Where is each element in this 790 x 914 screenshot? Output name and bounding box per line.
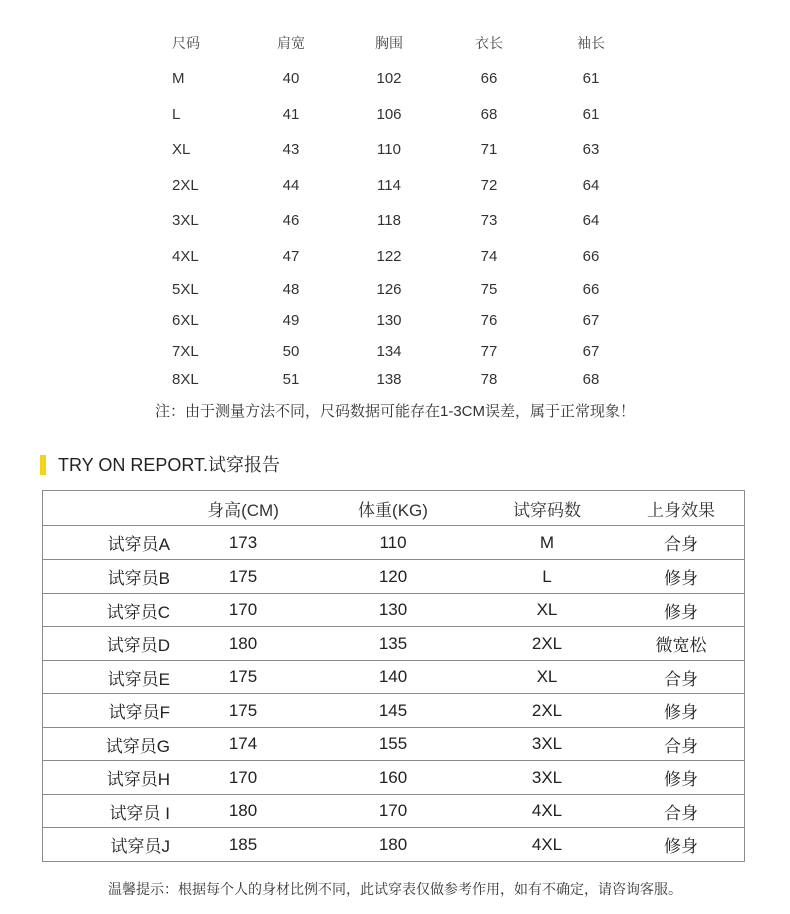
- sleeve-cell: 68: [582, 371, 600, 388]
- length-cell: 74: [480, 248, 498, 265]
- sleeve-cell: 67: [582, 312, 600, 329]
- size-cell: 4XL: [531, 801, 563, 820]
- header-length: 衣长: [475, 35, 503, 51]
- weight-cell: 135: [378, 633, 408, 653]
- try-on-table: [42, 490, 745, 862]
- header-weight: 体重(KG): [358, 500, 428, 520]
- length-cell: 78: [480, 371, 498, 388]
- report-title: TRY ON REPORT.试穿报告: [58, 455, 281, 475]
- measurement-note: 注：由于测量方法不同，尺码数据可能存在1-3CM误差，属于正常现象！: [154, 403, 635, 420]
- tester-name: 试穿员F: [108, 703, 170, 722]
- height-cell: 173: [228, 532, 258, 552]
- tester-name: 试穿员A: [107, 535, 170, 554]
- shoulder-cell: 49: [282, 312, 300, 329]
- shoulder-cell: 40: [282, 70, 300, 87]
- shoulder-cell: 41: [282, 106, 300, 123]
- size-cell: 7XL: [172, 343, 199, 360]
- fit-cell: 修身: [664, 837, 698, 856]
- shoulder-cell: 48: [282, 281, 300, 298]
- size-cell: 4XL: [531, 834, 563, 854]
- sleeve-cell: 61: [582, 106, 600, 123]
- sleeve-cell: 67: [582, 343, 600, 360]
- shoulder-cell: 44: [282, 177, 300, 194]
- size-cell: 5XL: [172, 281, 199, 298]
- sleeve-cell: 61: [582, 70, 600, 87]
- size-row: [0, 209, 790, 233]
- size-row: [0, 368, 790, 392]
- size-cell: 4XL: [172, 248, 199, 265]
- sleeve-cell: 64: [582, 177, 600, 194]
- tester-name: 试穿员H: [106, 770, 170, 789]
- chest-cell: 134: [376, 343, 402, 360]
- weight-cell: 120: [378, 566, 408, 586]
- table-row: [43, 761, 744, 795]
- shoulder-cell: 50: [282, 343, 300, 360]
- weight-cell: 170: [378, 801, 408, 820]
- chest-cell: 114: [377, 177, 401, 194]
- tester-name: 试穿员G: [105, 736, 170, 756]
- length-cell: 77: [480, 343, 498, 360]
- shoulder-cell: 46: [282, 212, 300, 229]
- height-cell: 174: [228, 734, 258, 753]
- fit-cell: 修身: [664, 703, 698, 722]
- chest-cell: 110: [377, 141, 401, 158]
- weight-cell: 155: [378, 734, 408, 753]
- height-cell: 175: [228, 667, 258, 686]
- chest-cell: 138: [376, 371, 402, 388]
- tester-name: 试穿员E: [107, 669, 170, 689]
- weight-cell: 160: [378, 767, 408, 787]
- height-cell: 175: [228, 566, 258, 586]
- size-row: [0, 138, 790, 162]
- length-cell: 75: [480, 281, 498, 298]
- size-row: [0, 309, 790, 333]
- header-fit: 上身效果: [647, 500, 715, 520]
- shoulder-cell: 43: [282, 141, 300, 158]
- size-cell: 3XL: [172, 212, 199, 229]
- height-cell: 180: [228, 801, 258, 820]
- header-sleeve: 袖长: [577, 35, 605, 51]
- table-row: [43, 828, 744, 861]
- table-row: [43, 661, 744, 694]
- chest-cell: 106: [376, 106, 402, 123]
- header-chest: 胸围: [375, 35, 403, 51]
- table-row: [43, 795, 744, 828]
- size-cell: 2XL: [531, 700, 563, 720]
- header-tried-size: 试穿码数: [513, 500, 581, 520]
- header-tester: [43, 491, 170, 525]
- weight-cell: 180: [378, 834, 408, 854]
- height-cell: 170: [228, 767, 258, 787]
- fit-cell: 合身: [664, 803, 698, 823]
- length-cell: 73: [480, 212, 498, 229]
- size-cell: L: [172, 106, 181, 123]
- sleeve-cell: 64: [582, 212, 600, 229]
- fit-cell: 修身: [664, 602, 698, 622]
- fit-cell: 修身: [664, 569, 698, 588]
- tester-name: 试穿员D: [106, 636, 170, 655]
- length-cell: 71: [480, 141, 498, 158]
- chest-cell: 126: [376, 281, 402, 298]
- height-cell: 180: [228, 633, 258, 653]
- weight-cell: 110: [379, 532, 407, 552]
- size-cell: XL: [172, 141, 191, 158]
- length-cell: 72: [480, 177, 498, 194]
- table-row: [43, 627, 744, 661]
- height-cell: 175: [228, 700, 258, 720]
- size-cell: 3XL: [531, 734, 563, 753]
- height-cell: 185: [228, 834, 258, 854]
- table-row: [43, 594, 744, 627]
- size-row: [0, 340, 790, 364]
- fit-cell: 修身: [664, 770, 698, 789]
- fit-cell: 合身: [664, 669, 698, 689]
- height-cell: 170: [228, 600, 258, 619]
- size-row: [0, 245, 790, 269]
- weight-cell: 145: [378, 700, 408, 720]
- fit-cell: 合身: [664, 535, 698, 554]
- fit-cell: 合身: [664, 736, 698, 756]
- tester-name: 试穿员B: [107, 569, 170, 588]
- size-cell: M: [539, 532, 555, 552]
- length-cell: 66: [480, 70, 498, 87]
- fit-cell: 微宽松: [655, 636, 707, 655]
- chest-cell: 118: [377, 212, 401, 229]
- size-chart-header: [0, 31, 790, 55]
- size-cell: M: [172, 70, 185, 87]
- size-cell: L: [542, 566, 552, 586]
- size-row: [0, 67, 790, 91]
- size-row: [0, 278, 790, 302]
- shoulder-cell: 47: [282, 248, 300, 265]
- length-cell: 76: [480, 312, 498, 329]
- size-row: [0, 174, 790, 198]
- weight-cell: 130: [378, 600, 408, 619]
- size-row: [0, 103, 790, 127]
- heading-accent-bar: [40, 455, 46, 475]
- size-cell: 2XL: [172, 177, 199, 194]
- size-cell: XL: [536, 600, 558, 619]
- header-size: 尺码: [172, 35, 200, 51]
- table-row: [43, 560, 744, 594]
- chest-cell: 102: [376, 70, 402, 87]
- sleeve-cell: 66: [582, 281, 600, 298]
- tester-name: 试穿员C: [106, 602, 170, 622]
- table-row: [43, 728, 744, 761]
- table-row: [43, 694, 744, 728]
- chest-cell: 122: [376, 248, 402, 265]
- shoulder-cell: 51: [282, 371, 300, 388]
- header-shoulder: 肩宽: [277, 35, 305, 51]
- reminder-tip: 温馨提示：根据每个人的身材比例不同，此试穿表仅做参考作用，如有不确定，请咨询客服。: [108, 881, 682, 897]
- size-cell: 6XL: [172, 312, 199, 329]
- sleeve-cell: 66: [582, 248, 600, 265]
- table-row: [43, 526, 744, 560]
- chest-cell: 130: [376, 312, 402, 329]
- try-on-header-row: [43, 491, 744, 526]
- tester-name: 试穿员 I: [109, 803, 170, 823]
- size-cell: 2XL: [531, 633, 563, 653]
- tester-name: 试穿员J: [110, 837, 170, 856]
- size-cell: 3XL: [531, 767, 563, 787]
- length-cell: 68: [480, 106, 498, 123]
- size-cell: 8XL: [172, 371, 199, 388]
- header-height: 身高(CM): [207, 500, 279, 520]
- weight-cell: 140: [378, 667, 408, 686]
- size-cell: XL: [536, 667, 558, 686]
- sleeve-cell: 63: [582, 141, 600, 158]
